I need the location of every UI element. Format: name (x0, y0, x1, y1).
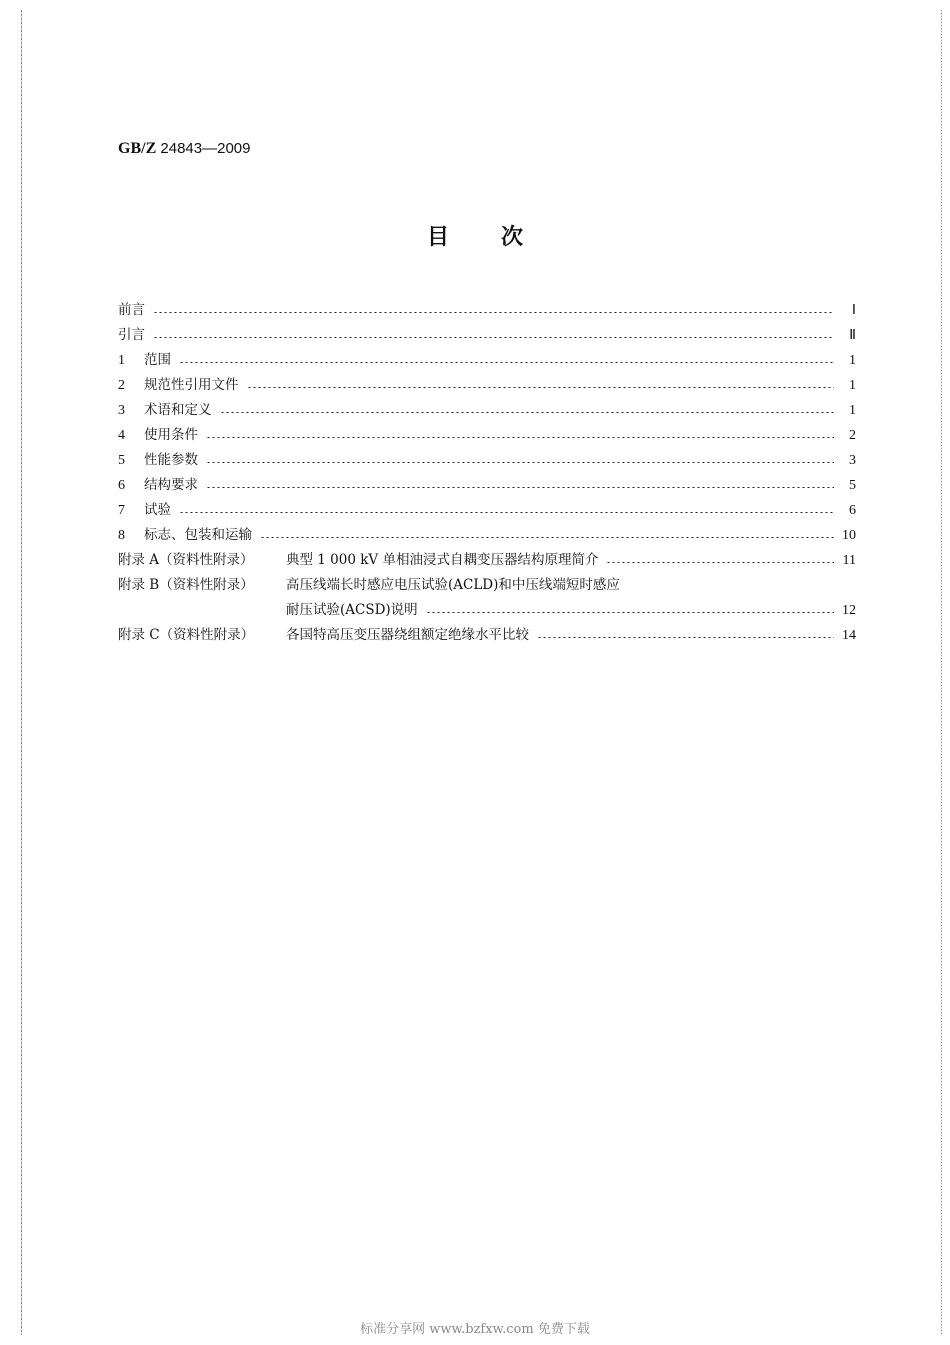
toc-entry-page: 1 (849, 353, 856, 368)
toc-title (0, 220, 950, 251)
toc-entry-page: 5 (849, 478, 856, 493)
toc-entry-number: 7 (118, 503, 125, 518)
toc-entry-1[interactable] (118, 348, 856, 373)
dot-leader (206, 437, 834, 438)
toc-annex-b-continued[interactable] (118, 598, 856, 623)
toc-entry-foreword[interactable] (118, 298, 856, 323)
table-of-contents (118, 298, 856, 648)
toc-entry-page: 12 (842, 603, 856, 618)
toc-annex-a[interactable] (118, 548, 856, 573)
toc-entry-7[interactable] (118, 498, 856, 523)
toc-entry-page: 14 (842, 628, 856, 643)
toc-entry-3[interactable] (118, 398, 856, 423)
annex-title-line-2: 耐压试验(ACSD)说明 (286, 602, 418, 618)
toc-entry-label: 标志、包装和运输 (144, 527, 252, 543)
toc-entry-page: 2 (849, 428, 856, 443)
dot-leader (179, 362, 834, 363)
annex-heading: 附录 C（资料性附录） (118, 627, 255, 643)
standard-prefix: GB/Z (118, 140, 157, 157)
toc-entry-label: 引言 (118, 327, 145, 343)
page-edge-left (21, 10, 22, 1335)
dot-leader (206, 462, 834, 463)
toc-entry-introduction[interactable] (118, 323, 856, 348)
dot-leader (179, 512, 834, 513)
dot-leader (220, 412, 835, 413)
annex-heading: 附录 B（资料性附录） (118, 577, 254, 593)
toc-entry-8[interactable] (118, 523, 856, 548)
dot-leader (260, 537, 834, 538)
toc-entry-6[interactable] (118, 473, 856, 498)
annex-heading: 附录 A（资料性附录） (118, 552, 254, 568)
toc-entry-label: 使用条件 (144, 427, 198, 443)
toc-entry-number: 3 (118, 403, 125, 418)
toc-entry-page: 10 (842, 528, 856, 543)
page-edge-right (941, 10, 942, 1335)
toc-entry-page: Ⅰ (851, 303, 856, 318)
toc-title-char-1: 目 (426, 225, 449, 250)
toc-entry-number: 1 (118, 353, 125, 368)
toc-entry-label: 规范性引用文件 (144, 377, 239, 393)
toc-entry-number: 6 (118, 478, 125, 493)
toc-entry-4[interactable] (118, 423, 856, 448)
footer-watermark: 标准分享网 www.bzfxw.com 免费下载 (360, 1322, 590, 1337)
standard-code (118, 140, 251, 158)
toc-title-char-2: 次 (501, 225, 524, 250)
toc-entry-label: 试验 (144, 502, 171, 518)
toc-entry-number: 4 (118, 428, 125, 443)
standard-number: 24843—2009 (160, 140, 251, 157)
toc-entry-page: 6 (849, 503, 856, 518)
toc-entry-page: 3 (849, 453, 856, 468)
dot-leader (153, 337, 834, 338)
toc-entry-label: 结构要求 (144, 477, 198, 493)
toc-entry-page: Ⅱ (849, 328, 856, 343)
toc-entry-number: 2 (118, 378, 125, 393)
annex-title-line-1: 高压线端长时感应电压试验(ACLD)和中压线端短时感应 (286, 577, 620, 593)
toc-entry-label: 性能参数 (144, 452, 198, 468)
toc-entry-number: 5 (118, 453, 125, 468)
dot-leader (426, 612, 834, 613)
toc-entry-2[interactable] (118, 373, 856, 398)
toc-entry-label: 术语和定义 (144, 402, 212, 418)
toc-entry-label: 前言 (118, 302, 145, 318)
annex-title: 各国特高压变压器绕组额定绝缘水平比较 (286, 627, 529, 643)
dot-leader (537, 637, 834, 638)
dot-leader (247, 387, 835, 388)
toc-entry-page: 1 (849, 378, 856, 393)
dot-leader (153, 312, 834, 313)
dot-leader (206, 487, 834, 488)
dot-leader (606, 562, 834, 563)
toc-entry-label: 范围 (144, 352, 171, 368)
toc-entry-number: 8 (118, 528, 125, 543)
toc-annex-c[interactable] (118, 623, 856, 648)
toc-entry-page: 1 (849, 403, 856, 418)
toc-annex-b[interactable] (118, 573, 856, 598)
toc-entry-page: 11 (842, 553, 856, 568)
toc-entry-5[interactable] (118, 448, 856, 473)
annex-title: 典型 1 000 kV 单相油浸式自耦变压器结构原理简介 (286, 552, 599, 568)
